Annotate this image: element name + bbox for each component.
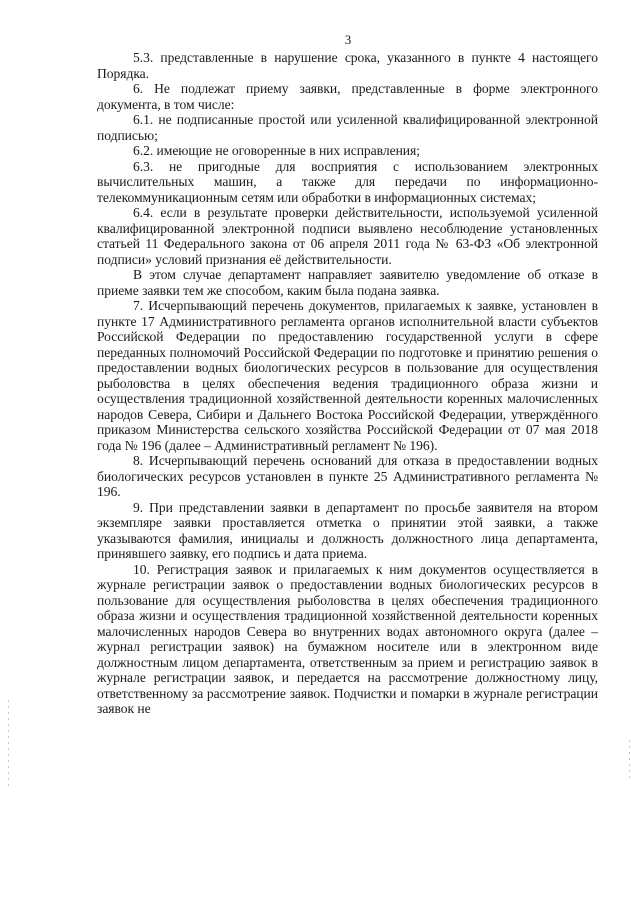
scan-edge-mark-left bbox=[8, 700, 9, 790]
paragraph-refusal-notice: В этом случае департамент направляет заявителю уведомление об отказе в приеме заявки тем же способом, каким была подана заявка. bbox=[97, 267, 598, 298]
paragraph-7: 7. Исчерпывающий перечень документов, прилагаемых к заявке, установлен в пункте 17 Административного регламента органов исполнительной власти субъектов Российской Федерации по предоставлению государственной услуги в сфере переданных полномочий Российской Федерации по подготовке и принятию решения о предоставлении водных биологических ресурсов в пользование для осуществления рыболовства в целях обеспечения ведения традиционного образа жизни и осуществления традиционной хозяйственной деятельности коренных малочисленных народов Севера, Сибири и Дальнего Востока Российской Федерации, утверждённого приказом Министерства сельского хозяйства Российской Федерации от 07 мая 2018 года № 196 (далее – Административный регламент № 196). bbox=[97, 298, 598, 453]
paragraph-9: 9. При представлении заявки в департамент по просьбе заявителя на втором экземпляре заявки проставляется отметка о принятии этой заявки, а также указываются фамилия, инициалы и должность должностного лица департамента, принявшего заявку, его подпись и дата приема. bbox=[97, 499, 598, 561]
paragraph-8: 8. Исчерпывающий перечень оснований для отказа в предоставлении водных биологических ресурсов установлен в пункте 25 Административного регламента № 196. bbox=[97, 453, 598, 499]
paragraph-6-3: 6.3. не пригодные для восприятия с использованием электронных вычислительных машин, а также для передачи по информационно-телекоммуникационным сетям или обработки в информационных системах; bbox=[97, 158, 598, 205]
scan-edge-mark-right bbox=[629, 740, 630, 780]
paragraph-6-2: 6.2. имеющие не оговоренные в них исправления; bbox=[133, 143, 420, 158]
paragraph-6-4: 6.4. если в результате проверки действительности, используемой усиленной квалифицированной электронной подписи выявлено несоблюдение установленных статьей 11 Федерального закона от 06 апреля 2011 года № 63-ФЗ «Об электронной подписи» условий признания её действительности. bbox=[97, 205, 598, 267]
paragraph-5-3: 5.3. представленные в нарушение срока, указанного в пункте 4 настоящего Порядка. bbox=[97, 50, 598, 81]
document-body bbox=[97, 50, 598, 717]
paragraph-6: 6. Не подлежат приему заявки, представленные в форме электронного документа, в том числе: bbox=[97, 81, 598, 112]
paragraph-6-1: 6.1. не подписанные простой или усиленной квалифицированной электронной подписью; bbox=[97, 112, 598, 143]
paragraph-10: 10. Регистрация заявок и прилагаемых к ним документов осуществляется в журнале регистрации заявок о предоставлении водных биологических ресурсов в пользование для осуществления рыболовства в целях обеспечения традиционного образа жизни и осуществления традиционной хозяйственной деятельности коренных малочисленных народов Севера во внутренних водах автономного округа (далее – журнал регистрации заявок) на бумажном носителе или в электронном виде должностным лицом департамента, ответственным за прием и регистрацию заявок в журнале регистрации заявок, и передается на рассмотрение должностному лицу, ответственному за рассмотрение заявок. Подчистки и помарки в журнале регистрации заявок не bbox=[97, 561, 598, 716]
page-number: 3 bbox=[344, 32, 352, 47]
